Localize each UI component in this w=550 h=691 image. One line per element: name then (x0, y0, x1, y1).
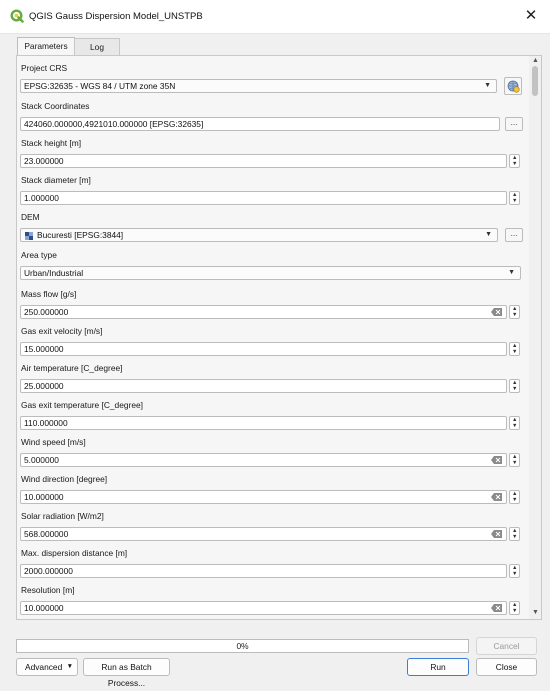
spin-up-icon[interactable]: ▲ (512, 565, 518, 571)
window-title: QGIS Gauss Dispersion Model_UNSTPB (29, 11, 203, 22)
solar-radiation-label: Solar radiation [W/m2] (21, 511, 104, 521)
spin-up-icon[interactable]: ▲ (512, 528, 518, 534)
spin-up-icon[interactable]: ▲ (512, 491, 518, 497)
stack-diameter-input[interactable]: 1.000000 (20, 191, 507, 205)
chevron-down-icon: ▼ (66, 663, 73, 670)
progress-bar: 0% (16, 639, 469, 653)
clear-field-icon[interactable] (491, 530, 502, 538)
project-crs-label: Project CRS (21, 63, 68, 73)
gas-exit-velocity-input[interactable]: 15.000000 (20, 342, 507, 356)
cancel-button[interactable]: Cancel (476, 637, 537, 655)
solar-radiation-input[interactable]: 568.000000 (20, 527, 507, 541)
parameters-panel (16, 55, 542, 620)
air-temperature-input[interactable]: 25.000000 (20, 379, 507, 393)
chevron-down-icon: ▼ (484, 82, 491, 89)
spin-up-icon[interactable]: ▲ (512, 155, 518, 161)
stack-height-label: Stack height [m] (21, 138, 82, 148)
stack-coordinates-pick-button[interactable]: ... (505, 117, 523, 131)
gas-exit-temperature-stepper[interactable] (509, 416, 520, 430)
spin-down-icon[interactable]: ▼ (512, 198, 518, 204)
stack-height-input[interactable]: 23.000000 (20, 154, 507, 168)
dem-label: DEM (21, 212, 40, 222)
mass-flow-input[interactable]: 250.000000 (20, 305, 507, 319)
wind-speed-input[interactable]: 5.000000 (20, 453, 507, 467)
resolution-stepper[interactable] (509, 601, 520, 615)
stack-diameter-label: Stack diameter [m] (21, 175, 91, 185)
chevron-down-icon: ▼ (508, 269, 515, 276)
wind-speed-stepper[interactable] (509, 453, 520, 467)
spin-up-icon[interactable]: ▲ (512, 454, 518, 460)
spin-down-icon[interactable]: ▼ (512, 608, 518, 614)
close-icon[interactable]: ✕ (524, 7, 538, 24)
tab-parameters[interactable]: Parameters (17, 37, 75, 56)
spin-down-icon[interactable]: ▼ (512, 423, 518, 429)
max-dispersion-distance-input[interactable]: 2000.000000 (20, 564, 507, 578)
spin-up-icon[interactable]: ▲ (512, 602, 518, 608)
spin-up-icon[interactable]: ▲ (512, 343, 518, 349)
scroll-up-icon[interactable]: ▲ (532, 57, 539, 64)
spin-down-icon[interactable]: ▼ (512, 386, 518, 392)
solar-radiation-stepper[interactable] (509, 527, 520, 541)
spin-up-icon[interactable]: ▲ (512, 380, 518, 386)
gas-exit-temperature-label: Gas exit temperature [C_degree] (21, 400, 143, 410)
max-dispersion-distance-stepper[interactable] (509, 564, 520, 578)
clear-field-icon[interactable] (491, 308, 502, 316)
clear-field-icon[interactable] (491, 456, 502, 464)
resolution-input[interactable]: 10.000000 (20, 601, 507, 615)
clear-field-icon[interactable] (491, 493, 502, 501)
stack-coordinates-input[interactable]: 424060.000000,4921010.000000 [EPSG:32635] (20, 117, 500, 131)
dem-select[interactable] (20, 228, 498, 242)
area-type-value: Urban/Industrial (24, 268, 84, 278)
wind-speed-label: Wind speed [m/s] (21, 437, 86, 447)
advanced-label: Advanced (25, 662, 63, 672)
crs-select-button[interactable] (504, 77, 522, 95)
spin-down-icon[interactable]: ▼ (512, 161, 518, 167)
spin-down-icon[interactable]: ▼ (512, 312, 518, 318)
gas-exit-velocity-label: Gas exit velocity [m/s] (21, 326, 103, 336)
mass-flow-stepper[interactable] (509, 305, 520, 319)
project-crs-value: EPSG:32635 - WGS 84 / UTM zone 35N (24, 81, 176, 91)
run-as-batch-button[interactable]: Run as Batch Process... (83, 658, 170, 676)
crs-globe-icon (505, 78, 521, 94)
max-dispersion-distance-label: Max. dispersion distance [m] (21, 548, 128, 558)
mass-flow-label: Mass flow [g/s] (21, 289, 77, 299)
dem-browse-button[interactable]: ... (505, 228, 523, 242)
scroll-down-icon[interactable]: ▼ (532, 609, 539, 616)
stack-height-stepper[interactable] (509, 154, 520, 168)
spin-down-icon[interactable]: ▼ (512, 497, 518, 503)
close-button[interactable]: Close (476, 658, 537, 676)
clear-field-icon[interactable] (491, 604, 502, 612)
panel-scrollbar[interactable] (529, 56, 541, 619)
spin-up-icon[interactable]: ▲ (512, 306, 518, 312)
wind-direction-stepper[interactable] (509, 490, 520, 504)
spin-down-icon[interactable]: ▼ (512, 571, 518, 577)
title-bar (0, 0, 550, 34)
raster-layer-icon (25, 232, 33, 240)
gas-exit-temperature-input[interactable]: 110.000000 (20, 416, 507, 430)
stack-diameter-stepper[interactable] (509, 191, 520, 205)
wind-direction-label: Wind direction [degree] (21, 474, 108, 484)
stack-coordinates-label: Stack Coordinates (21, 101, 90, 111)
area-type-select[interactable] (20, 266, 521, 280)
qgis-logo-icon (10, 9, 24, 23)
spin-down-icon[interactable]: ▼ (512, 534, 518, 540)
air-temperature-label: Air temperature [C_degree] (21, 363, 123, 373)
chevron-down-icon: ▼ (485, 231, 492, 238)
gas-exit-velocity-stepper[interactable] (509, 342, 520, 356)
air-temperature-stepper[interactable] (509, 379, 520, 393)
project-crs-select[interactable] (20, 79, 497, 93)
area-type-label: Area type (21, 250, 57, 260)
resolution-label: Resolution [m] (21, 585, 75, 595)
spin-down-icon[interactable]: ▼ (512, 349, 518, 355)
advanced-button[interactable] (16, 658, 78, 676)
wind-direction-input[interactable]: 10.000000 (20, 490, 507, 504)
spin-up-icon[interactable]: ▲ (512, 417, 518, 423)
spin-down-icon[interactable]: ▼ (512, 460, 518, 466)
run-button[interactable]: Run (407, 658, 469, 676)
tab-log[interactable]: Log (74, 38, 120, 56)
dem-value: Bucuresti [EPSG:3844] (37, 230, 124, 240)
spin-up-icon[interactable]: ▲ (512, 192, 518, 198)
scrollbar-thumb[interactable] (532, 66, 538, 96)
